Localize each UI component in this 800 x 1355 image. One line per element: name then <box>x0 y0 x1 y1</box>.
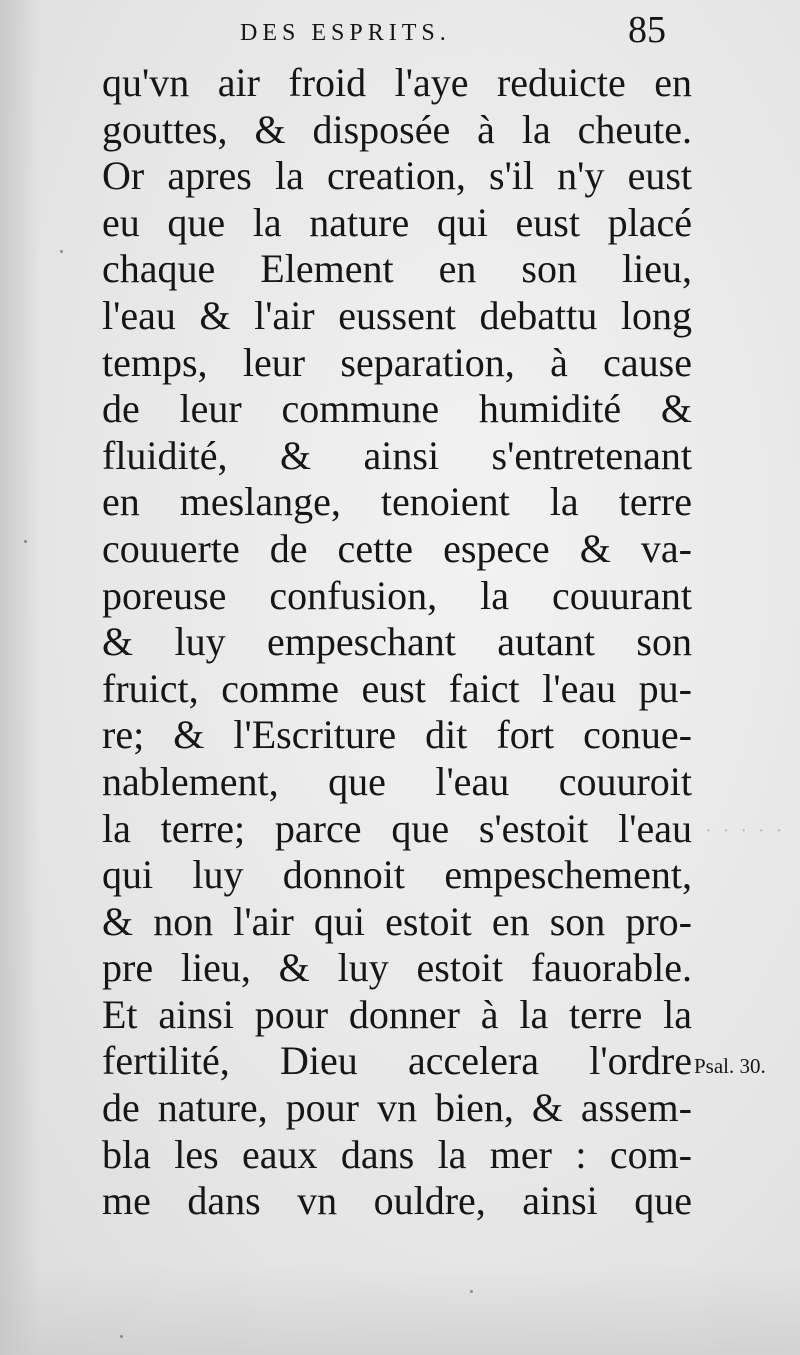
text-line: poreuse confusion, la couurant <box>102 572 692 618</box>
text-line: qui luy donnoit empeschement, <box>102 852 692 898</box>
text-line: temps, leur separation, à cause <box>102 339 692 385</box>
paper-speck <box>470 1290 473 1293</box>
show-through-artifact: · · · · · <box>705 820 786 842</box>
text-line: & non l'air qui estoit en son pro- <box>102 898 692 944</box>
text-line: l'eau & l'air eussent debattu long <box>102 292 692 338</box>
gutter-shadow <box>0 0 40 1355</box>
text-line: couuerte de cette espece & va- <box>102 525 692 571</box>
marginal-note: Psal. 30. <box>694 1054 766 1078</box>
text-line: la terre; parce que s'estoit l'eau <box>102 805 692 851</box>
body-text <box>102 60 692 1225</box>
text-line: gouttes, & disposée à la cheute. <box>102 106 692 152</box>
running-head: DES ESPRITS. <box>240 20 451 46</box>
text-line: eu que la nature qui eust placé <box>102 199 692 245</box>
text-line: de leur commune humidité & <box>102 386 692 432</box>
text-line: Et ainsi pour donner à la terre la <box>102 991 692 1037</box>
page-header <box>0 9 800 62</box>
text-line: nablement, que l'eau couuroit <box>102 758 692 804</box>
text-line: & luy empeschant autant son <box>102 619 692 665</box>
text-line: fluidité, & ainsi s'entretenant <box>102 432 692 478</box>
text-line: fruict, comme eust faict l'eau pu- <box>102 665 692 711</box>
text-line: pre lieu, & luy estoit fauorable. <box>102 945 692 991</box>
text-line: qu'vn air froid l'aye reduicte en <box>102 60 692 105</box>
text-line: Or apres la creation, s'il n'y eust <box>102 153 692 199</box>
text-line: bla les eaux dans la mer : com- <box>102 1131 692 1177</box>
page-number: 85 <box>628 9 666 51</box>
paper-speck <box>120 1335 123 1338</box>
text-line: fertilité, Dieu accelera l'ordre <box>102 1038 692 1084</box>
bottom-shadow <box>0 1265 800 1355</box>
paper-speck <box>24 540 27 543</box>
text-line: en meslange, tenoient la terre <box>102 479 692 525</box>
text-line: de nature, pour vn bien, & assem- <box>102 1085 692 1131</box>
text-line: re; & l'Escriture dit fort conue- <box>102 712 692 758</box>
text-line: me dans vn ouldre, ainsi que <box>102 1178 692 1224</box>
text-line: chaque Element en son lieu, <box>102 246 692 292</box>
paper-speck <box>60 250 63 253</box>
